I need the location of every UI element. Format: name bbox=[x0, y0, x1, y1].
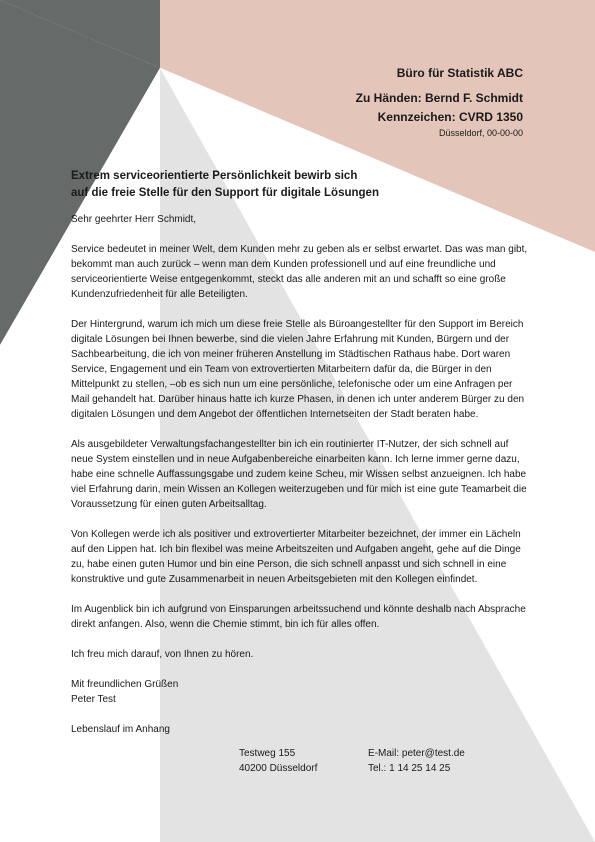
paragraph-skills: Als ausgebildeter Verwaltungsfachangestellter bin ich ein routinierter IT-Nutzer, der sich schnell auf neue System einstellen und in neue Aufgabenbereiche einarbeiten kann. Ich lerne immer gerne dazu, habe eine schnelle Auffassungsgabe und zudem keine Scheu, mir Wissen selbst anzueignen. Ich habe viel Erfahrung darin, mein Wissen an Kollegen weiterzugeben und für mich ist eine gute Teamarbeit die Voraussetzung für einen guten Arbeitsalltag. bbox=[71, 439, 527, 510]
salutation: Sehr geehrter Herr Schmidt, bbox=[71, 214, 197, 225]
closing-greeting: Mit freundlichen Grüßen bbox=[71, 679, 179, 690]
address-block bbox=[239, 746, 317, 776]
signature-name: Peter Test bbox=[71, 694, 116, 705]
city-address: 40200 Düsseldorf bbox=[239, 763, 318, 774]
subject-line-2: auf die freie Stelle für den Support für digitale Lösungen bbox=[71, 187, 379, 199]
recipient-company: Büro für Statistik ABC bbox=[396, 66, 523, 80]
paragraph-intro: Service bedeutet in meiner Welt, dem Kunden mehr zu geben als er selbst erwartet. Das was man gibt, bekommt man auch zurück – wenn man dem Kunden professionell und auf eine freundliche und serviceorientierte Weise entgegenkommt, steckt das alle anderen mit an und schafft so eine große Kundenzufriedenheit für alle Beteiligten. bbox=[71, 244, 528, 300]
letter-body bbox=[71, 212, 531, 752]
email-address: E-Mail: peter@test.de bbox=[368, 748, 465, 759]
paragraph-closing: Ich freu mich darauf, von Ihnen zu hören. bbox=[71, 649, 254, 660]
street-address: Testweg 155 bbox=[239, 748, 296, 759]
recipient-reference: Kennzeichen: CVRD 1350 bbox=[377, 110, 523, 124]
paragraph-background: Der Hintergrund, warum ich mich um diese freie Stelle als Büroangestellter für den Support im Bereich digitale Lösungen bei Ihnen bewerbe, sind die vielen Jahre Erfahrung mit Kunden, Bürgern und der Sachbearbeitung, die ich von meiner früheren Anstellung im Städtischen Rathaus habe. Dort waren Service, Engagement und ein Team von extrovertierten Mitarbeitern dafür da, die Bürger in den Mittelpunkt zu stellen, –ob es sich nun um eine persönliche, telefonische oder um eine Anfragen per Mail gehandelt hat. Darüber hinaus hatte ich kurze Phasen, in denen ich unter anderem Bürger zu den digitalen Lösungen und dem Angebot der öffentlichen Internetseiten der Stadt beraten habe. bbox=[71, 319, 525, 420]
enclosure-note: Lebenslauf im Anhang bbox=[71, 724, 170, 735]
contact-block bbox=[368, 746, 465, 776]
phone-number: Tel.: 1 14 25 14 25 bbox=[368, 763, 451, 774]
subject-line-1: Extrem serviceorientierte Persönlichkeit bewirb sich bbox=[71, 170, 358, 182]
letter-date: Düsseldorf, 00-00-00 bbox=[438, 128, 523, 138]
subject-line bbox=[71, 168, 531, 202]
recipient-block bbox=[356, 64, 523, 139]
recipient-attention: Zu Händen: Bernd F. Schmidt bbox=[355, 91, 523, 105]
paragraph-availability: Im Augenblick bin ich aufgrund von Einsparungen arbeitssuchend und könnte deshalb nach Absprache direkt anfangen. Also, wenn die Chemie stimmt, bin ich für alles offen. bbox=[71, 604, 526, 630]
paragraph-personality: Von Kollegen werde ich als positiver und extrovertierter Mitarbeiter bezeichnet, der immer ein Lächeln auf den Lippen hat. Ich bin flexibel was meine Arbeitszeiten und Aufgaben angeht, gehe auf die Dinge zu, habe einen guten Humor und bin eine Person, die sich schnell anpasst und sich schnell in eine konstruktive und gute Zusammenarbeit in neuen Arbeitsgebieten mit den Kollegen einfindet. bbox=[71, 529, 521, 585]
